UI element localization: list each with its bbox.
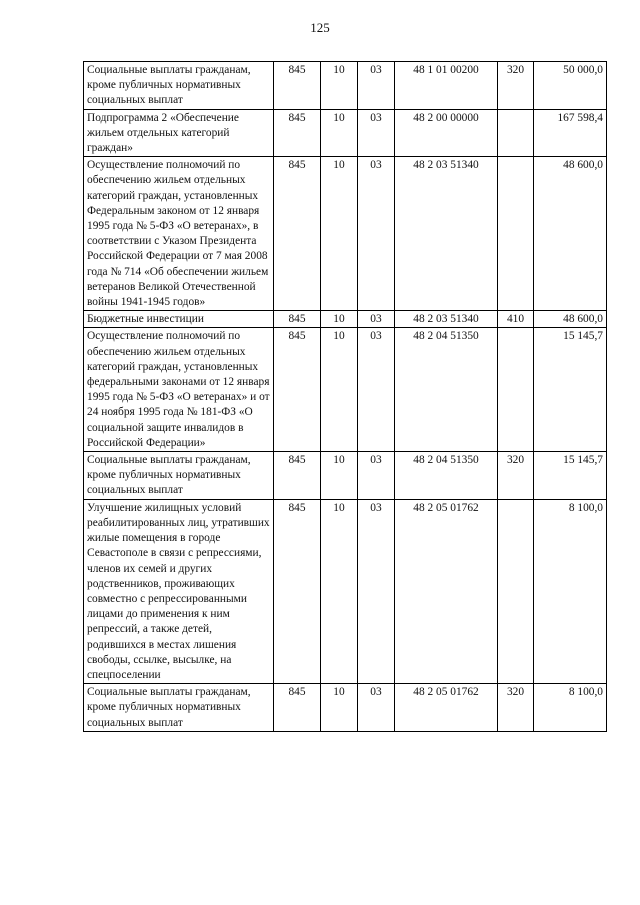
table-row — [84, 499, 607, 683]
subsection-code-cell: 03 — [358, 328, 395, 452]
table-row — [84, 311, 607, 328]
subsection-code-cell: 03 — [358, 684, 395, 732]
ministry-code-cell: 845 — [274, 499, 321, 683]
subsection-code-cell: 03 — [358, 109, 395, 157]
subsection-code-cell: 03 — [358, 452, 395, 500]
expense-type-cell — [498, 109, 534, 157]
ministry-code-cell: 845 — [274, 109, 321, 157]
row-name-cell: Бюджетные инвестиции — [84, 311, 274, 328]
section-code-cell: 10 — [321, 328, 358, 452]
subsection-code-cell: 03 — [358, 499, 395, 683]
table-row — [84, 109, 607, 157]
section-code-cell: 10 — [321, 311, 358, 328]
target-article-cell: 48 1 01 00200 — [395, 62, 498, 110]
expense-type-cell: 320 — [498, 684, 534, 732]
amount-cell: 8 100,0 — [534, 499, 607, 683]
subsection-code-cell: 03 — [358, 157, 395, 311]
amount-cell: 15 145,7 — [534, 328, 607, 452]
target-article-cell: 48 2 03 51340 — [395, 311, 498, 328]
section-code-cell: 10 — [321, 452, 358, 500]
table-row — [84, 452, 607, 500]
row-name-cell: Осуществление полномочий по обеспечению жильем отдельных категорий граждан, установленных Федеральным законом от 12 января 1995 года № 5-ФЗ «О ветеранах», в соответствии с Указом Президента Российской Федерации от 7 мая 2008 года № 714 «Об обеспечении жильем ветеранов Великой Отечественной войны 1941-1945 годов» — [84, 157, 274, 311]
row-name-cell: Социальные выплаты гражданам, кроме публичных нормативных социальных выплат — [84, 452, 274, 500]
section-code-cell: 10 — [321, 62, 358, 110]
row-name-cell: Социальные выплаты гражданам, кроме публичных нормативных социальных выплат — [84, 684, 274, 732]
row-name-cell: Подпрограмма 2 «Обеспечение жильем отдельных категорий граждан» — [84, 109, 274, 157]
expense-type-cell — [498, 157, 534, 311]
ministry-code-cell: 845 — [274, 157, 321, 311]
expense-type-cell — [498, 499, 534, 683]
amount-cell: 8 100,0 — [534, 684, 607, 732]
amount-cell: 15 145,7 — [534, 452, 607, 500]
section-code-cell: 10 — [321, 499, 358, 683]
expense-type-cell: 320 — [498, 62, 534, 110]
target-article-cell: 48 2 04 51350 — [395, 328, 498, 452]
row-name-cell: Осуществление полномочий по обеспечению жильем отдельных категорий граждан, установленных федеральными законами от 12 января 1995 года № 5-ФЗ «О ветеранах» и от 24 ноября 1995 года № 181-ФЗ «О социальной защите инвалидов в Российской Федерации» — [84, 328, 274, 452]
table-row — [84, 62, 607, 110]
expense-type-cell: 410 — [498, 311, 534, 328]
section-code-cell: 10 — [321, 684, 358, 732]
target-article-cell: 48 2 05 01762 — [395, 684, 498, 732]
row-name-cell: Социальные выплаты гражданам, кроме публичных нормативных социальных выплат — [84, 62, 274, 110]
section-code-cell: 10 — [321, 157, 358, 311]
amount-cell: 48 600,0 — [534, 311, 607, 328]
target-article-cell: 48 2 00 00000 — [395, 109, 498, 157]
budget-table — [83, 61, 607, 732]
target-article-cell: 48 2 05 01762 — [395, 499, 498, 683]
table-row — [84, 157, 607, 311]
section-code-cell: 10 — [321, 109, 358, 157]
amount-cell: 167 598,4 — [534, 109, 607, 157]
ministry-code-cell: 845 — [274, 62, 321, 110]
amount-cell: 48 600,0 — [534, 157, 607, 311]
ministry-code-cell: 845 — [274, 328, 321, 452]
page-number: 125 — [310, 20, 330, 35]
target-article-cell: 48 2 04 51350 — [395, 452, 498, 500]
table-row — [84, 684, 607, 732]
amount-cell: 50 000,0 — [534, 62, 607, 110]
ministry-code-cell: 845 — [274, 311, 321, 328]
expense-type-cell — [498, 328, 534, 452]
ministry-code-cell: 845 — [274, 684, 321, 732]
subsection-code-cell: 03 — [358, 62, 395, 110]
ministry-code-cell: 845 — [274, 452, 321, 500]
table-row — [84, 328, 607, 452]
subsection-code-cell: 03 — [358, 311, 395, 328]
expense-type-cell: 320 — [498, 452, 534, 500]
row-name-cell: Улучшение жилищных условий реабилитированных лиц, утративших жилые помещения в городе Севастополе в связи с репрессиями, членов их семей и других родственников, проживающих совместно с репрессированными лицами до применения к ним репрессий, а также детей, родившихся в местах лишения свободы, ссылке, высылке, на спецпоселении — [84, 499, 274, 683]
target-article-cell: 48 2 03 51340 — [395, 157, 498, 311]
